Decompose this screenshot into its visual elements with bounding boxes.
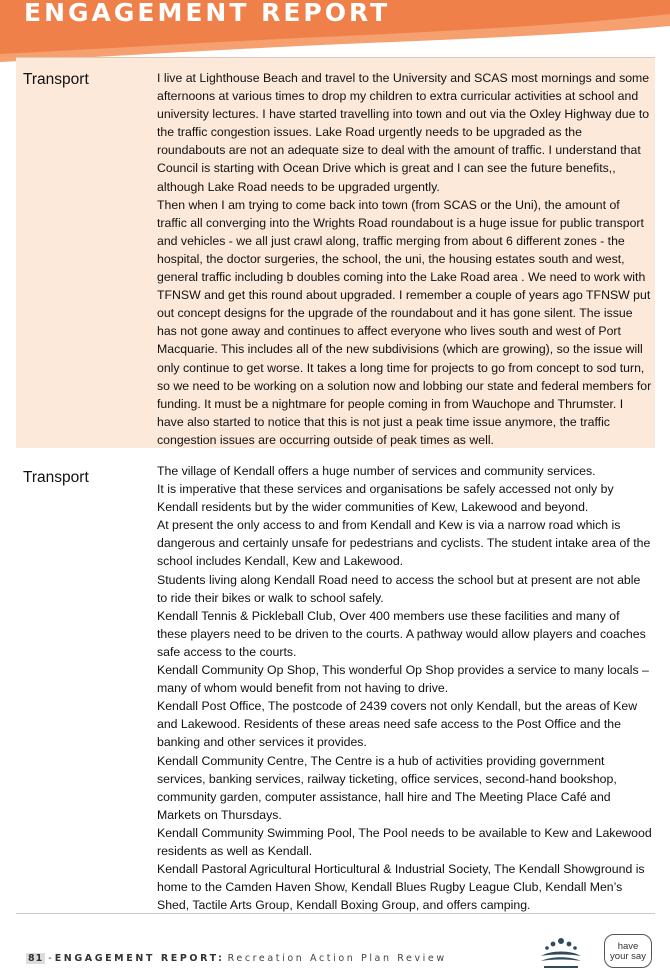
page-footer (26, 953, 447, 964)
submission-paragraph: The village of Kendall offers a huge number of services and community services. (157, 464, 596, 478)
submission-text (157, 462, 652, 914)
council-logo-icon (536, 934, 586, 970)
submission-paragraph: Kendall Community Centre, The Centre is a hub of activities providing government services, banking services, railway ticketing, office services, second-hand bookshop, community garden, computer assistance, hall hire and The Meeting Place Café and Markets on Thursdays. (157, 753, 617, 822)
footer-report-subtitle: Recreation Action Plan Review (227, 953, 447, 964)
submission-paragraph: Kendall Pastoral Agricultural Horticultural & Industrial Society, The Kendall Showground is home to the Camden Haven Show, Kendall Blues Rugby League Club, Kendall Men’s Shed, Tactile Arts Group, Kendall Boxing Group, and offers camping. (157, 862, 645, 913)
submission-paragraph: Kendall Tennis & Pickleball Club, Over 400 members use these facilities and many of these players need to be driven to the courts. A pathway would allow players and coaches safe access to the courts. (157, 608, 646, 659)
submission-paragraph: It is imperative that these services and organisations be safely accessed not only by Kendall residents but by the wider communities of Kew, Lakewood and beyond. (157, 482, 614, 515)
submission-paragraph: Kendall Community Op Shop, This wonderful Op Shop provides a service to many locals – many of whom would benefit from not having to drive. (157, 663, 649, 696)
header-banner (0, 0, 670, 62)
submission-text (157, 69, 652, 449)
submission-row (16, 57, 655, 448)
logo-line: have (617, 941, 639, 952)
submission-paragraph: At present the only access to and from Kendall and Kew is via a narrow road which is dangerous and certainly unsafe for pedestrians and cyclists. The student intake area of the school includes Kendall, Kew and Lakewood. (157, 518, 651, 569)
footer-separator: - (45, 953, 55, 964)
submission-paragraph: I live at Lighthouse Beach and travel to the University and SCAS most mornings and some afternoons at various times to drop my children to extra curricular activities at school and university lectures. I have started travelling into town and out via the Oxley Highway due to the traffic congestion issues. Lake Road urgently needs to be upgraded as the roundabouts are not an adequate size to deal with the amount of traffic. I understand that Council is starting with Ocean Drive which is great and I can see the future benefits,, although Lake Road needs to be upgraded urgently. (157, 71, 650, 194)
submission-paragraph: Students living along Kendall Road need to access the school but at present are not able to ride their bikes or walk to school safely. (157, 572, 641, 605)
page-title: ENGAGEMENT REPORT (24, 0, 391, 27)
row-topic: Transport (23, 71, 89, 88)
have-your-say-logo (604, 934, 652, 968)
page-number: 81 (28, 953, 44, 964)
logo-line: your say (610, 951, 646, 962)
submission-paragraph: Kendall Community Swimming Pool, The Pool needs to be available to Kew and Lakewood residents as well as Kendall. (157, 825, 652, 858)
submission-paragraph: Then when I am trying to come back into town (from SCAS or the Uni), the amount of traffic all converging into the Wrights Road roundabout is a huge issue for public transport and vehicles - we all just crawl along, traffic merging from about 6 different zones - the hospital, the doctor surgeries, the school, the uni, the housing estates south and west, general traffic including b doubles coming into the Lake Road area . We need to work with TFNSW and get this round about upgraded. I remember a couple of years ago TFNSW put out concept designs for the upgrade of the roundabout and it has gone silent. The issue has not gone away and continues to affect everyone who lives south and west of Port Macquarie. This includes all of the new subdivisions (which are growing), so the issue will only continue to get worse. It takes a long time for projects to go from concept to sod turn, so we need to be working on a solution now and lobbing our state and federal members for funding. It must be a nightmare for people coming in from Wauchope and Thrumster. I have also started to notice that this is not just a peak time issue anymore, the traffic congestion issues are occurring outside of peak times as well. (157, 197, 652, 447)
footer-report-label: ENGAGEMENT REPORT: (54, 953, 225, 964)
submission-paragraph: Kendall Post Office, The postcode of 2439 covers not only Kendall, but the areas of Kew and Lakewood. Residents of these areas need safe access to the Post Office and the banking and other services it provides. (157, 699, 638, 750)
submission-row (16, 456, 655, 914)
row-topic: Transport (23, 469, 89, 486)
